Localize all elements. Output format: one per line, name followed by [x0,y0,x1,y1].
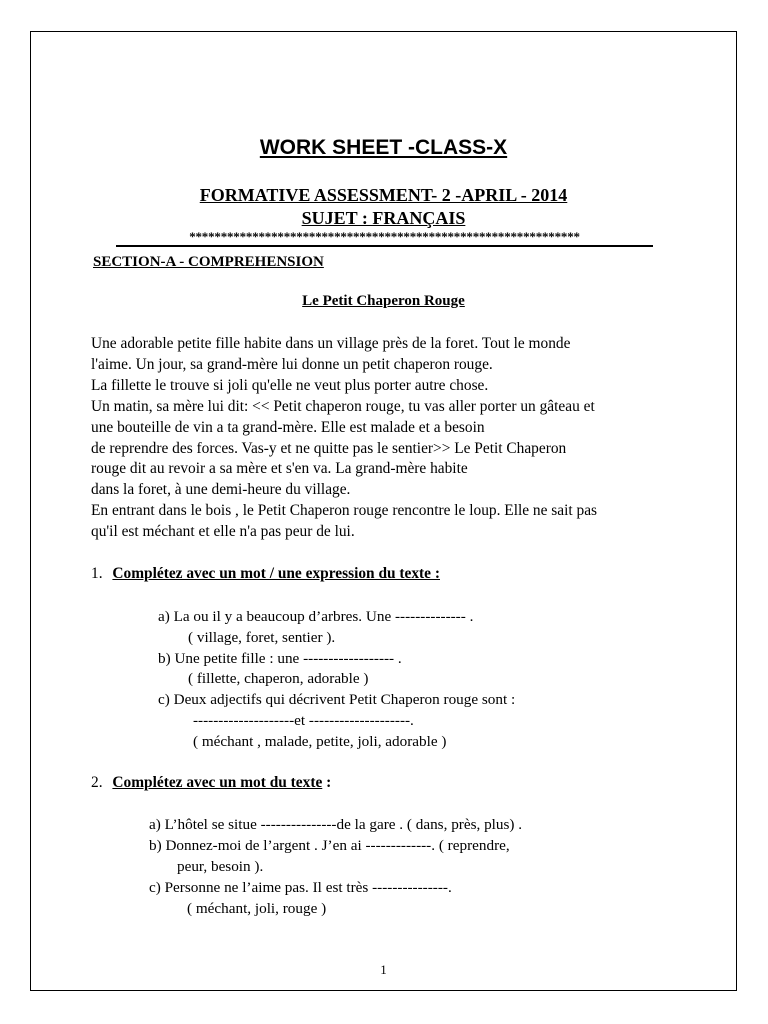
question-1-heading: Complétez avec un mot / une expression du texte : [112,565,440,582]
q2-item-c: c) Personne ne l’aime pas. Il est très ---------------. [149,879,452,896]
q2-item-a: a) L’hôtel se situe ---------------de la gare . ( dans, près, plus) . [149,816,523,833]
q1-item-b-options: ( fillette, chaperon, adorable ) [188,670,369,687]
story-paragraph [91,334,691,543]
page-number: 1 [380,962,387,977]
story-line: qu'il est méchant et elle n'a pas peur de lui. [91,523,355,541]
q1-item-c: c) Deux adjectifs qui décrivent Petit Chaperon rouge sont : [158,691,516,708]
star-divider: ************************************************************** [116,232,653,247]
q2-item-b: b) Donnez-moi de l’argent . J’en ai -------------. ( reprendre, [149,837,510,854]
assessment-heading: FORMATIVE ASSESSMENT- 2 -APRIL - 2014 [199,185,568,205]
question-2 [91,774,331,792]
story-line: Une adorable petite fille habite dans un village près de la foret. Tout le monde [91,335,571,352]
question-2-number: 2. [91,774,103,791]
story-line: l'aime. Un jour, sa grand-mère lui donne un petit chaperon rouge. [91,355,493,373]
story-title: Le Petit Chaperon Rouge [302,293,465,309]
q1-item-b: b) Une petite fille : une ------------------ . [158,650,402,667]
q2-item-b-continued: peur, besoin ). [177,858,264,875]
question-2-colon: : [322,774,332,791]
story-line: rouge dit au revoir a sa mère et s'en va. La grand-mère habite [91,460,468,478]
q1-item-a: a) La ou il y a beaucoup d’arbres. Une -------------- . [158,608,474,625]
q1-item-c-blanks: --------------------et --------------------. [193,712,414,729]
q2-item-c-options: ( méchant, joli, rouge ) [187,900,327,917]
question-1-number: 1. [91,565,103,582]
story-line: dans la foret, à une demi-heure du village. [91,481,351,499]
story-line: de reprendre des forces. Vas-y et ne quitte pas le sentier>> Le Petit Chaperon [91,439,567,457]
subject-heading: SUJET : FRANÇAIS [301,208,466,228]
story-line: une bouteille de vin a ta grand-mère. Elle est malade et a besoin [91,418,485,436]
section-heading: SECTION-A - COMPREHENSION [93,254,324,270]
question-1 [91,565,440,583]
q1-item-c-options: ( méchant , malade, petite, joli, adorable ) [193,733,447,750]
story-line: Un matin, sa mère lui dit: << Petit chaperon rouge, tu vas aller porter un gâteau et [91,397,595,415]
story-line: La fillette le trouve si joli qu'elle ne veut plus porter autre chose. [91,376,489,394]
worksheet-page [30,31,737,991]
question-2-heading: Complétez avec un mot du texte [112,774,323,791]
worksheet-title: WORK SHEET -CLASS-X [259,136,508,159]
story-line: En entrant dans le bois , le Petit Chaperon rouge rencontre le loup. Elle ne sait pas [91,502,598,520]
q1-item-a-options: ( village, foret, sentier ). [188,629,336,646]
